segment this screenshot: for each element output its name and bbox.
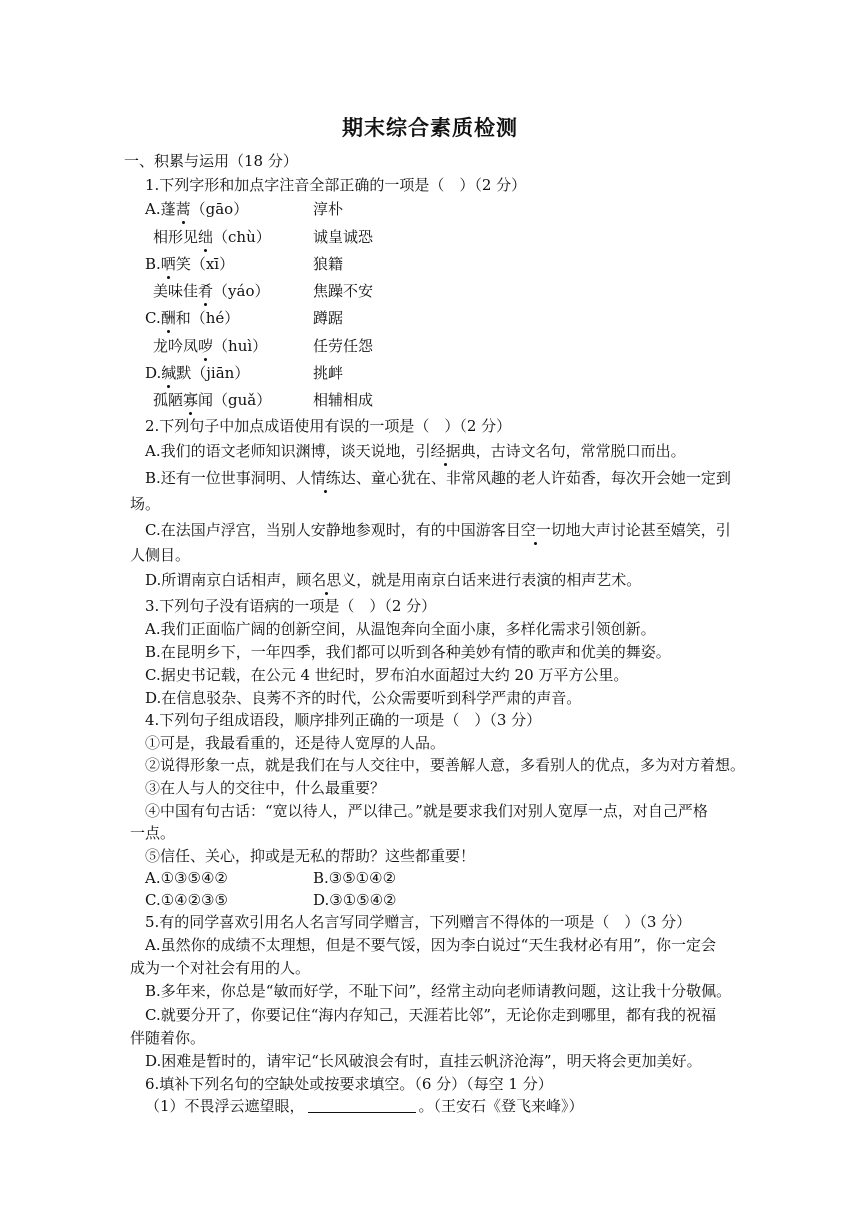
q1-option-d-line1: D.缄默（jiān） xyxy=(145,364,250,382)
q1-dotted-char: 酬 xyxy=(160,309,176,327)
q5-option-c-line1: C.就要分开了，你要记住“海内存知己，天涯若比邻”，无论你走到哪里，都有我的祝福 xyxy=(145,1006,717,1024)
q2-stem: 2.下列句子中加点成语使用有误的一项是（ ）（2 分） xyxy=(145,417,512,435)
q2-option-a: A.我们的语文老师知识渊博，谈天说地，引经据典，古诗文名句，常常脱口而出。 xyxy=(145,442,686,460)
q1-option-b-line2: 美味佳肴（yáo） xyxy=(153,282,270,300)
q1-dotted-char: 寡 xyxy=(183,391,199,409)
section-heading: 一、积累与运用（18 分） xyxy=(124,152,298,170)
q1-option-c-line2: 龙吟凤哕（huì） xyxy=(153,337,268,355)
q4-sentence-5: ⑤信任、关心，抑或是无私的帮助？这些都重要！ xyxy=(145,847,476,865)
q1-option-d-word: 挑衅 xyxy=(313,364,344,382)
q2-dotted-idiom: 顾名思义 xyxy=(296,571,357,589)
q2-option-c-line2: 人侧目。 xyxy=(130,546,191,564)
q1-option-d-line2: 孤陋寡闻（guǎ） xyxy=(153,391,272,409)
q3-stem: 3.下列句子没有语病的一项是（ ）（2 分） xyxy=(145,597,437,615)
q4-option-b: B.③⑤①④② xyxy=(313,869,397,887)
q4-option-a: A.①③⑤④② xyxy=(145,869,228,887)
q2-option-d: D.所谓南京白话相声，顾名思义，就是用南京白话来进行表演的相声艺术。 xyxy=(145,571,642,589)
q1-dotted-char: 缄 xyxy=(161,364,177,382)
q6-item-1: （1）不畏浮云遮望眼， 。（王安石《登飞来峰》） xyxy=(145,1097,584,1115)
q1-dotted-char: 哕 xyxy=(198,337,214,355)
q2-dotted-idiom: 目空一切 xyxy=(505,521,566,539)
answer-blank[interactable] xyxy=(308,1097,416,1113)
q5-stem: 5.有的同学喜欢引用名人名言写同学赠言，下列赠言不得体的一项是（ ）（3 分） xyxy=(145,913,692,931)
q1-dotted-char: 蒿 xyxy=(175,200,191,218)
q1-dotted-char: 哂 xyxy=(160,255,176,273)
q2-dotted-idiom: 引经据典 xyxy=(415,442,476,460)
q1-dotted-char: 绌 xyxy=(198,228,214,246)
q2-dotted-idiom: 人情练达 xyxy=(295,469,356,487)
q5-option-a-line1: A.虽然你的成绩不太理想，但是不要气馁，因为李白说过“天生我材必有用”，你一定会 xyxy=(145,936,716,954)
q3-option-d: D.在信息驳杂、良莠不齐的时代，公众需要听到科学严肃的声音。 xyxy=(145,689,582,707)
q4-sentence-1: ①可是，我最看重的，还是待人宽厚的人品。 xyxy=(145,734,446,752)
q2-option-b-line2: 场。 xyxy=(130,495,161,513)
q4-stem: 4.下列句子组成语段，顺序排列正确的一项是（ ）（3 分） xyxy=(145,711,542,729)
q6-stem: 6.填补下列名句的空缺处或按要求填空。（6 分）（每空 1 分） xyxy=(145,1075,553,1093)
q5-option-d: D.困难是暂时的，请牢记“长风破浪会有时，直挂云帆济沧海”，明天将会更加美好。 xyxy=(145,1052,702,1070)
q1-option-b-word: 狼籍 xyxy=(313,255,344,273)
q5-option-b: B.多年来，你总是“敏而好学，不耻下问”，经常主动向老师请教问题，这让我十分敬佩。 xyxy=(145,982,732,1000)
q1-stem: 1.下列字形和加点字注音全部正确的一项是（ ）（2 分） xyxy=(145,176,527,194)
q1-option-c-word: 蹲踞 xyxy=(313,309,344,327)
q3-option-b: B.在昆明乡下，一年四季，我们都可以听到各种美妙有情的歌声和优美的舞姿。 xyxy=(145,643,671,661)
q3-option-a: A.我们正面临广阔的创新空间，从温饱奔向全面小康，多样化需求引领创新。 xyxy=(145,620,656,638)
q1-option-a-word: 淳朴 xyxy=(313,200,344,218)
q2-option-b-line1: B.还有一位世事洞明、人情练达、童心犹在、非常风趣的老人许茹香，每次开会她一定到 xyxy=(145,469,731,487)
q5-option-a-line2: 成为一个对社会有用的人。 xyxy=(130,959,311,977)
page-title: 期末综合素质检测 xyxy=(342,115,518,140)
q4-sentence-4-line1: ④中国有句古话：“宽以待人，严以律己。”就是要求我们对别人宽厚一点，对自己严格 xyxy=(145,802,708,820)
q1-option-b-word2: 焦躁不安 xyxy=(313,282,374,300)
q5-option-c-line2: 伴随着你。 xyxy=(130,1029,206,1047)
q3-option-c: C.据史书记载，在公元 4 世纪时，罗布泊水面超过大约 20 万平方公里。 xyxy=(145,666,629,684)
q1-option-a-line1: A.蓬蒿（gāo） xyxy=(145,200,249,218)
q1-option-d-word2: 相辅相成 xyxy=(313,391,374,409)
q4-sentence-4-line2: 一点。 xyxy=(130,824,176,842)
q1-option-b-line1: B.哂笑（xī） xyxy=(145,255,235,273)
q4-sentence-2: ②说得形象一点，就是我们在与人交往中，要善解人意，多看别人的优点，多为对方着想。 xyxy=(145,756,746,774)
q2-option-c-line1: C.在法国卢浮宫，当别人安静地参观时，有的中国游客目空一切地大声讨论甚至嬉笑，引 xyxy=(145,521,731,539)
q4-sentence-3: ③在人与人的交往中，什么最重要？ xyxy=(145,779,386,797)
q1-option-a-word2: 诚皇诚恐 xyxy=(313,228,374,246)
q1-option-c-line1: C.酬和（hé） xyxy=(145,309,240,327)
q1-option-a-line2: 相形见绌（chù） xyxy=(153,228,271,246)
q1-dotted-char: 肴 xyxy=(198,282,214,300)
q1-option-c-word2: 任劳任怨 xyxy=(313,337,374,355)
q4-option-d: D.③①⑤④② xyxy=(313,891,397,909)
q4-option-c: C.①④②③⑤ xyxy=(145,891,228,909)
